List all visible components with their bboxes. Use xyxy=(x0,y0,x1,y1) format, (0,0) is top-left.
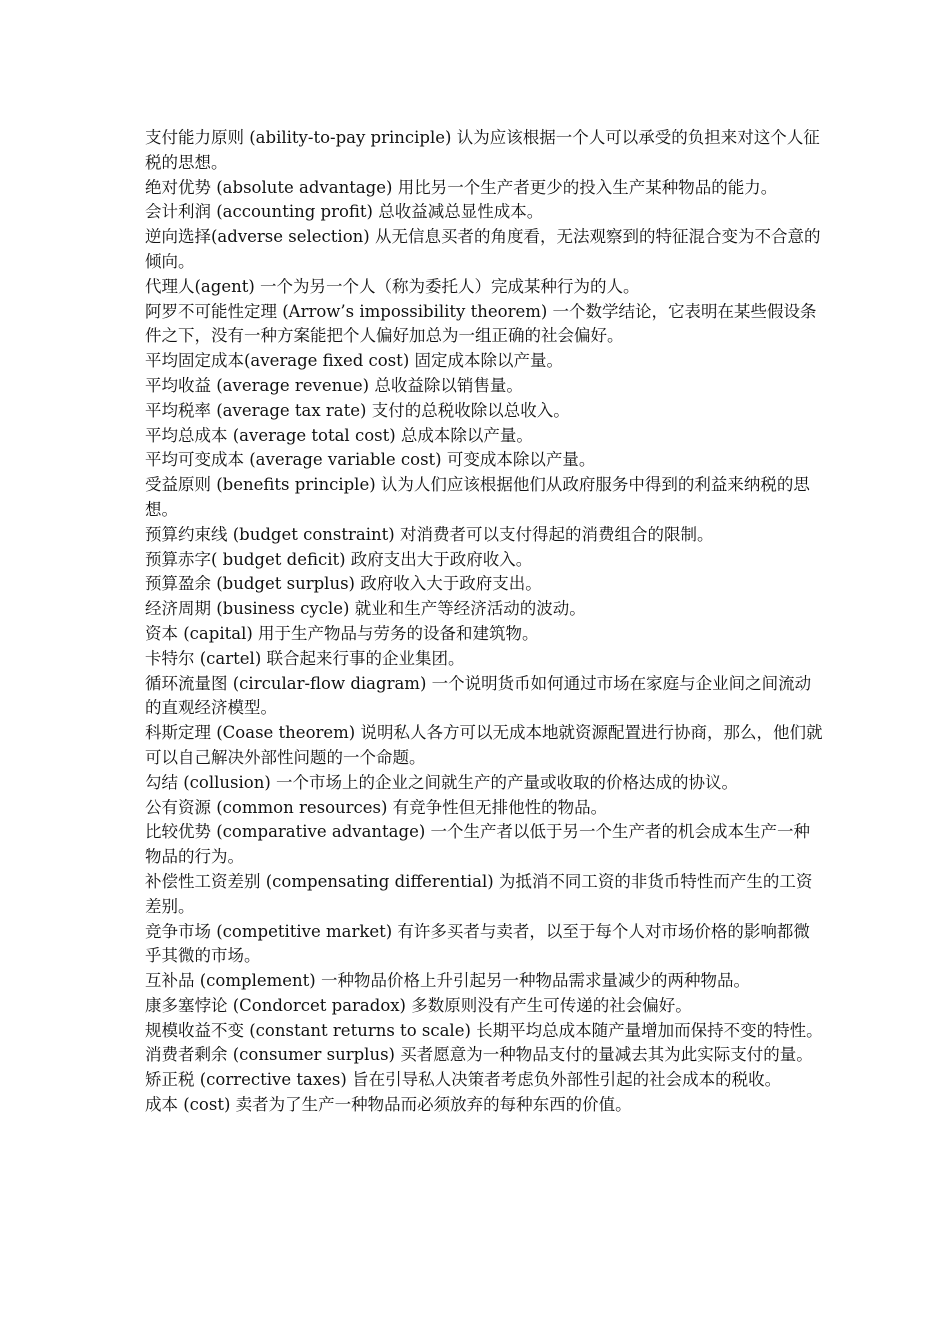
glossary-entry: 互补品 (complement) 一种物品价格上升引起另一种物品需求量减少的两种物品。 xyxy=(145,971,750,991)
glossary-entry: 卡特尔 (cartel) 联合起来行事的企业集团。 xyxy=(145,648,465,668)
glossary-entry: 预算盈余 (budget surplus) 政府收入大于政府支出。 xyxy=(145,574,542,594)
glossary-entry: 平均税率 (average tax rate) 支付的总税收除以总收入。 xyxy=(145,400,570,420)
glossary-entry: 竞争市场 (competitive market) 有许多买者与卖者，以至于每个人对市场价格的影响都微乎其微的市场。 xyxy=(145,921,810,966)
glossary-entry: 公有资源 (common resources) 有竞争性但无排他性的物品。 xyxy=(145,797,608,817)
glossary-entry: 平均固定成本(average fixed cost) 固定成本除以产量。 xyxy=(145,351,563,371)
glossary-entry: 经济周期 (business cycle) 就业和生产等经济活动的波动。 xyxy=(145,599,586,619)
glossary-entry: 成本 (cost) 卖者为了生产一种物品而必须放弃的每种东西的价值。 xyxy=(145,1095,632,1115)
glossary-entry: 比较优势 (comparative advantage) 一个生产者以低于另一个生产者的机会成本生产一种物品的行为。 xyxy=(145,822,811,867)
glossary-entry: 会计利润 (accounting profit) 总收益减总显性成本。 xyxy=(145,202,544,222)
glossary-list xyxy=(145,126,825,1118)
glossary-entry: 矫正税 (corrective taxes) 旨在引导私人决策者考虑负外部性引起的社会成本的税收。 xyxy=(145,1070,782,1090)
glossary-entry: 绝对优势 (absolute advantage) 用比另一个生产者更少的投入生产某种物品的能力。 xyxy=(145,177,778,197)
glossary-entry: 资本 (capital) 用于生产物品与劳务的设备和建筑物。 xyxy=(145,623,539,643)
glossary-entry: 勾结 (collusion) 一个市场上的企业之间就生产的产量或收取的价格达成的协议。 xyxy=(145,772,739,792)
glossary-entry: 规模收益不变 (constant returns to scale) 长期平均总成本随产量增加而保持不变的特性。 xyxy=(145,1020,823,1040)
glossary-entry: 受益原则 (benefits principle) 认为人们应该根据他们从政府服务中得到的利益来纳税的思想。 xyxy=(145,475,810,519)
glossary-entry: 循环流量图 (circular-flow diagram) 一个说明货币如何通过市场在家庭与企业间之间流动的直观经济模型。 xyxy=(145,673,812,718)
glossary-entry: 科斯定理 (Coase theorem) 说明私人各方可以无成本地就资源配置进行协商，那么，他们就可以自己解决外部性问题的一个命题。 xyxy=(145,723,823,767)
glossary-entry: 预算赤字( budget deficit) 政府支出大于政府收入。 xyxy=(145,549,533,569)
glossary-entry: 平均收益 (average revenue) 总收益除以销售量。 xyxy=(145,375,523,395)
glossary-entry: 支付能力原则 (ability-to-pay principle) 认为应该根据一个人可以承受的负担来对这个人征税的思想。 xyxy=(145,128,820,172)
glossary-entry: 平均总成本 (average total cost) 总成本除以产量。 xyxy=(145,425,533,445)
glossary-entry: 消费者剩余 (consumer surplus) 买者愿意为一种物品支付的量减去其为此实际支付的量。 xyxy=(145,1045,813,1065)
glossary-entry: 逆向选择(adverse selection) 从无信息买者的角度看，无法观察到的特征混合变为不合意的倾向。 xyxy=(145,227,821,271)
glossary-entry: 预算约束线 (budget constraint) 对消费者可以支付得起的消费组合的限制。 xyxy=(145,524,714,544)
glossary-entry: 平均可变成本 (average variable cost) 可变成本除以产量。 xyxy=(145,450,596,470)
glossary-entry: 代理人(agent) 一个为另一个人（称为委托人）完成某种行为的人。 xyxy=(145,276,640,296)
glossary-entry: 康多塞悖论 (Condorcet paradox) 多数原则没有产生可传递的社会偏好。 xyxy=(145,995,692,1015)
glossary-entry: 补偿性工资差别 (compensating differential) 为抵消不同工资的非货币特性而产生的工资差别。 xyxy=(145,871,813,916)
glossary-entry: 阿罗不可能性定理 (Arrow’s impossibility theorem) 一个数学结论，它表明在某些假设条件之下，没有一种方案能把个人偏好加总为一组正确的社会偏好。 xyxy=(145,301,817,346)
